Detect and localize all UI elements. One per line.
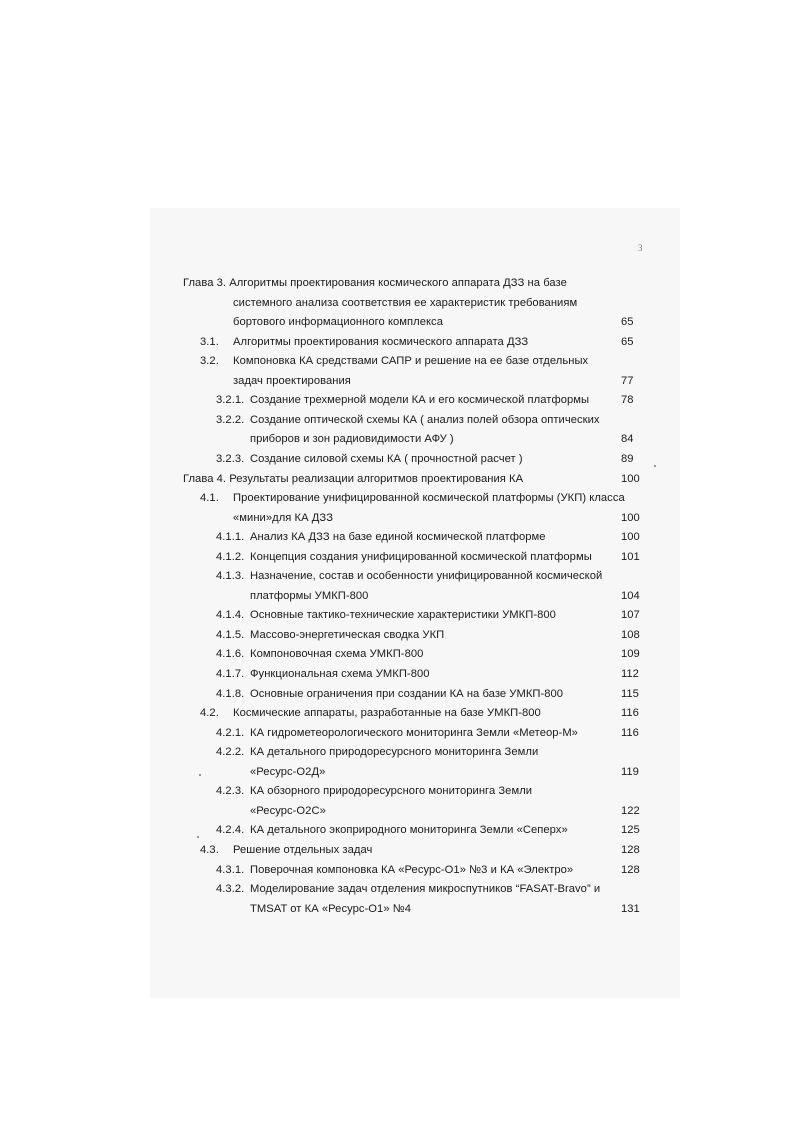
toc-entry-number: 4.1.1. — [216, 531, 245, 543]
toc-entry-title: Компоновочная схема УМКП-800 — [250, 648, 424, 660]
toc-entry-page: 116 — [621, 707, 639, 719]
toc-entry-number: 3.1. — [200, 336, 219, 348]
toc-entry-page: 100 — [621, 512, 640, 524]
toc-entry-page: 128 — [621, 844, 640, 856]
toc-entry-title: системного анализа соответствия ее характеристик требованиям — [233, 297, 578, 309]
toc-entry-number: 4.1.2. — [216, 551, 245, 563]
toc-entry-title: Алгоритмы проектирования космического аппарата ДЗЗ — [233, 336, 529, 348]
toc-entry-title: задач проектирования — [233, 375, 351, 387]
toc-entry-number: 4.1.6. — [216, 648, 245, 660]
toc-entry-number: 4.1. — [200, 492, 219, 504]
toc-entry-title: Моделирование задач отделения микроспутников “FASAT-Bravo” и — [250, 883, 601, 895]
toc-entry-number: 4.1.8. — [216, 688, 245, 700]
toc-entry-page: 125 — [621, 824, 640, 836]
toc-entry-title: платформы УМКП-800 — [250, 590, 369, 602]
toc-entry-title: КА обзорного природоресурсного мониторинга Земли — [250, 785, 533, 797]
toc-entry-title: Решение отдельных задач — [233, 844, 373, 856]
toc-entry-number: 3.2.3. — [216, 453, 245, 465]
scan-speck — [197, 836, 199, 838]
toc-entry-number: 4.2.2. — [216, 746, 245, 758]
toc-entry-number: 3.2.1. — [216, 394, 245, 406]
toc-entry-title: Космические аппараты, разработанные на базе УМКП-800 — [233, 707, 541, 719]
toc-entry-title: Анализ КА ДЗЗ на базе единой космической платформе — [250, 531, 546, 543]
toc-entry-title: «Ресурс-О2С» — [250, 805, 326, 817]
toc-entry-number: 4.2.3. — [216, 785, 245, 797]
toc-entry-title: Массово-энергетическая сводка УКП — [250, 629, 445, 641]
toc-entry-title: Глава 4. Результаты реализации алгоритмов проектирования КА — [183, 473, 524, 485]
toc-entry-title: КА детального экоприродного мониторинга Земли «Сеперх» — [250, 824, 568, 836]
toc-entry-number: 4.2.4. — [216, 824, 245, 836]
toc-entry-number: 4.2.1. — [216, 727, 245, 739]
toc-entry-title: приборов и зон радиовидимости АФУ ) — [250, 433, 454, 445]
toc-entry-title: Основные тактико-технические характеристики УМКП-800 — [250, 609, 556, 621]
toc-entry-number: 4.3.1. — [216, 864, 245, 876]
toc-entry-title: Основные ограничения при создании КА на базе УМКП-800 — [250, 688, 564, 700]
toc-entry-number: 3.2.2. — [216, 414, 245, 426]
toc-entry-page: 116 — [621, 727, 639, 739]
toc-entry-page: 107 — [621, 609, 640, 621]
toc-entry-title: Назначение, состав и особенности унифицированной космической — [250, 570, 603, 582]
page-number: 3 — [638, 243, 643, 253]
toc-entry-title: Компоновка КА средствами САПР и решение на ее базе отдельных — [233, 355, 589, 367]
toc-entry-page: 65 — [621, 316, 634, 328]
toc-entry-title: КА детального природоресурсного мониторинга Земли — [250, 746, 539, 758]
toc-entry-title: Создание силовой схемы КА ( прочностной расчет ) — [250, 453, 523, 465]
toc-entry-page: 78 — [621, 394, 634, 406]
toc-entry-page: 101 — [621, 551, 640, 563]
toc-entry-page: 89 — [621, 453, 634, 465]
toc-entry-page: 109 — [621, 648, 640, 660]
toc-entry-title: Создание оптической схемы КА ( анализ полей обзора оптических — [250, 414, 600, 426]
toc-entry-page: 108 — [621, 629, 640, 641]
toc-entry-number: 4.3. — [200, 844, 219, 856]
toc-entry-title: Концепция создания унифицированной космической платформы — [250, 551, 592, 563]
toc-entry-title: Поверочная компоновка КА «Ресурс-О1» №3 и КА «Электро» — [250, 864, 574, 876]
toc-entry-page: 77 — [621, 375, 634, 387]
toc-entry-title: КА гидрометеорологического мониторинга Земли «Метеор-М» — [250, 727, 578, 739]
toc-entry-page: 100 — [621, 531, 640, 543]
scan-speck — [654, 465, 656, 467]
toc-entry-title: Проектирование унифицированной космической платформы (УКП) класса — [233, 492, 625, 504]
toc-entry-title: «мини»для КА ДЗЗ — [233, 512, 334, 524]
toc-entry-page: 128 — [621, 864, 640, 876]
toc-entry-page: 131 — [621, 903, 640, 915]
toc-entry-number: 4.2. — [200, 707, 219, 719]
scan-speck — [199, 774, 201, 776]
toc-entry-page: 65 — [621, 336, 634, 348]
toc-entry-number: 4.3.2. — [216, 883, 245, 895]
toc-entry-number: 4.1.4. — [216, 609, 245, 621]
toc-entry-number: 3.2. — [200, 355, 219, 367]
toc-entry-title: «Ресурс-О2Д» — [250, 766, 326, 778]
toc-entry-page: 112 — [621, 668, 639, 680]
toc-entry-title: TMSAT от КА «Ресурс-О1» №4 — [250, 903, 412, 915]
toc-entry-page: 104 — [621, 590, 640, 602]
toc-entry-title: бортового информационного комплекса — [233, 316, 443, 328]
toc-entry-title: Функциональная схема УМКП-800 — [250, 668, 430, 680]
toc-entry-title: Глава 3. Алгоритмы проектирования космического аппарата ДЗЗ на базе — [183, 277, 567, 289]
toc-entry-page: 84 — [621, 433, 634, 445]
toc-entry-page: 100 — [621, 473, 640, 485]
toc-entry-page: 115 — [621, 688, 639, 700]
toc-entry-page: 119 — [621, 766, 639, 778]
toc-entry-title: Создание трехмерной модели КА и его космической платформы — [250, 394, 590, 406]
toc-entry-number: 4.1.3. — [216, 570, 245, 582]
toc-entry-number: 4.1.7. — [216, 668, 245, 680]
toc-entry-page: 122 — [621, 805, 640, 817]
toc-entry-number: 4.1.5. — [216, 629, 245, 641]
